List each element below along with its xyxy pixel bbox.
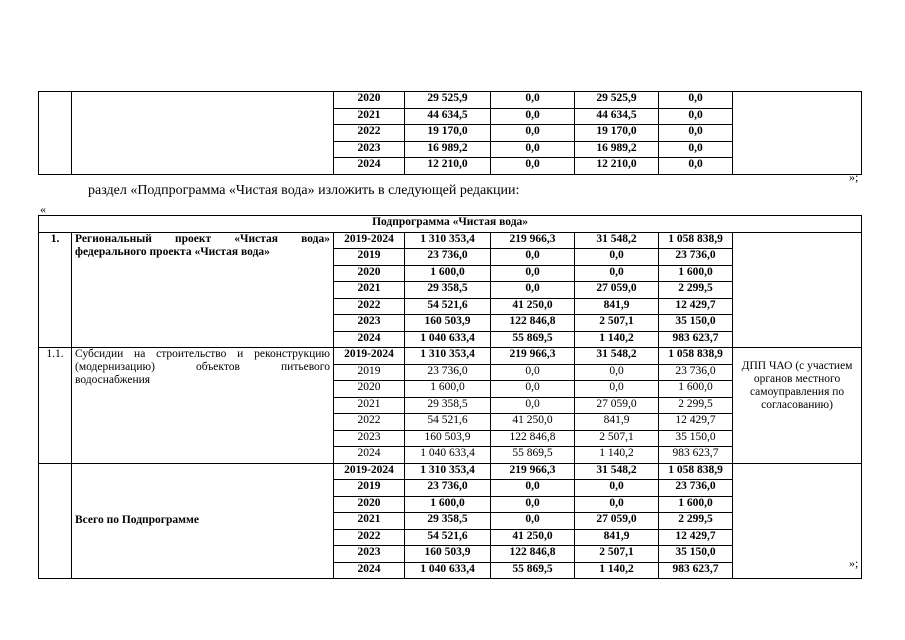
total-cell: 1 310 353,4: [405, 232, 491, 249]
year-cell: 2019-2024: [334, 232, 405, 249]
total-cell: 1 600,0: [405, 381, 491, 398]
top-table: [38, 91, 862, 175]
col-c-cell: 983 623,7: [659, 331, 733, 348]
section-executor: [733, 463, 862, 579]
col-b-cell: 0,0: [575, 265, 659, 282]
year-cell: 2020: [334, 265, 405, 282]
total-cell: 160 503,9: [405, 430, 491, 447]
col-c-cell: 2 299,5: [659, 397, 733, 414]
col-a-cell: 122 846,8: [491, 430, 575, 447]
year-cell: 2023: [334, 430, 405, 447]
col-b-cell: 31 548,2: [575, 348, 659, 365]
col-c-cell: 23 736,0: [659, 480, 733, 497]
section-title: Региональный проект «Чистая вода» федерального проекта «Чистая вода»: [72, 232, 334, 348]
col-a-cell: 219 966,3: [491, 463, 575, 480]
col-b-cell: 27 059,0: [575, 513, 659, 530]
table-row: [39, 348, 862, 365]
col-a-cell: 0,0: [491, 397, 575, 414]
year-cell: 2021: [334, 513, 405, 530]
total-cell: 19 170,0: [405, 125, 491, 142]
col-c-cell: 1 600,0: [659, 496, 733, 513]
col-c-cell: 2 299,5: [659, 513, 733, 530]
year-cell: 2024: [334, 158, 405, 175]
col-b-cell: 27 059,0: [575, 397, 659, 414]
col-c-cell: 1 600,0: [659, 265, 733, 282]
col-b-cell: 29 525,9: [575, 92, 659, 109]
col-c-cell: 1 058 838,9: [659, 232, 733, 249]
col-a-cell: 0,0: [491, 158, 575, 175]
col-a-cell: 41 250,0: [491, 529, 575, 546]
col-a-cell: 0,0: [491, 513, 575, 530]
table-row: [39, 92, 862, 109]
col-b-cell: 841,9: [575, 298, 659, 315]
col-b-cell: 0,0: [575, 480, 659, 497]
year-cell: 2022: [334, 298, 405, 315]
col-c-cell: 12 429,7: [659, 298, 733, 315]
col-c-cell: 0,0: [659, 141, 733, 158]
col-a-cell: 219 966,3: [491, 232, 575, 249]
total-cell: 160 503,9: [405, 546, 491, 563]
total-cell: 54 521,6: [405, 529, 491, 546]
col-a-cell: 0,0: [491, 141, 575, 158]
col-b-cell: 2 507,1: [575, 315, 659, 332]
year-cell: 2022: [334, 414, 405, 431]
year-cell: 2021: [334, 108, 405, 125]
col-c-cell: 2 299,5: [659, 282, 733, 299]
total-cell: 1 600,0: [405, 265, 491, 282]
col-b-cell: 841,9: [575, 414, 659, 431]
col-c-cell: 0,0: [659, 125, 733, 142]
total-cell: 1 040 633,4: [405, 562, 491, 579]
intro-text: раздел «Подпрограмма «Чистая вода» изложить в следующей редакции:: [88, 183, 520, 198]
col-b-cell: 841,9: [575, 529, 659, 546]
col-b-cell: 0,0: [575, 364, 659, 381]
section-title: Всего по Подпрограмме: [72, 463, 334, 579]
col-b-cell: 1 140,2: [575, 562, 659, 579]
col-a-cell: 41 250,0: [491, 414, 575, 431]
section-number: 1.1.: [39, 348, 72, 464]
col-b-cell: 0,0: [575, 381, 659, 398]
col-c-cell: 0,0: [659, 158, 733, 175]
total-cell: 23 736,0: [405, 480, 491, 497]
year-cell: 2019: [334, 364, 405, 381]
total-cell: 1 040 633,4: [405, 331, 491, 348]
col-c-cell: 35 150,0: [659, 315, 733, 332]
col-c-cell: 0,0: [659, 108, 733, 125]
col-a-cell: 0,0: [491, 496, 575, 513]
col-b-cell: 31 548,2: [575, 232, 659, 249]
col-b-cell: 19 170,0: [575, 125, 659, 142]
col-a-cell: 0,0: [491, 364, 575, 381]
col-c-cell: 23 736,0: [659, 249, 733, 266]
col-a-cell: 41 250,0: [491, 298, 575, 315]
col-c-cell: 983 623,7: [659, 447, 733, 464]
year-cell: 2024: [334, 562, 405, 579]
col-b-cell: 1 140,2: [575, 331, 659, 348]
col-c-cell: 12 429,7: [659, 414, 733, 431]
section-number: [39, 463, 72, 579]
close-quote-2: »;: [849, 556, 859, 570]
year-cell: 2021: [334, 282, 405, 299]
section-number: 1.: [39, 232, 72, 348]
total-cell: 1 040 633,4: [405, 447, 491, 464]
col-c-cell: 35 150,0: [659, 430, 733, 447]
year-cell: 2022: [334, 529, 405, 546]
year-cell: 2019-2024: [334, 348, 405, 365]
total-cell: 29 358,5: [405, 397, 491, 414]
executor-cell: [733, 92, 862, 175]
year-cell: 2023: [334, 141, 405, 158]
year-cell: 2024: [334, 331, 405, 348]
total-cell: 160 503,9: [405, 315, 491, 332]
col-b-cell: 16 989,2: [575, 141, 659, 158]
total-cell: 44 634,5: [405, 108, 491, 125]
year-cell: 2019: [334, 480, 405, 497]
col-a-cell: 0,0: [491, 282, 575, 299]
total-cell: 1 310 353,4: [405, 463, 491, 480]
col-c-cell: 1 600,0: [659, 381, 733, 398]
num-cell: [39, 92, 72, 175]
section-title: Субсидии на строительство и реконструкцию (модернизацию) объектов питьевого водоснабжения: [72, 348, 334, 464]
total-cell: 29 358,5: [405, 282, 491, 299]
total-cell: 1 600,0: [405, 496, 491, 513]
col-c-cell: 23 736,0: [659, 364, 733, 381]
col-a-cell: 55 869,5: [491, 447, 575, 464]
col-b-cell: 2 507,1: [575, 546, 659, 563]
year-cell: 2019: [334, 249, 405, 266]
title-cell: [72, 92, 334, 175]
col-a-cell: 122 846,8: [491, 546, 575, 563]
year-cell: 2020: [334, 92, 405, 109]
col-a-cell: 0,0: [491, 249, 575, 266]
total-cell: 23 736,0: [405, 249, 491, 266]
col-a-cell: 0,0: [491, 125, 575, 142]
open-quote: «: [40, 202, 46, 216]
col-b-cell: 12 210,0: [575, 158, 659, 175]
col-c-cell: 35 150,0: [659, 546, 733, 563]
col-b-cell: 31 548,2: [575, 463, 659, 480]
year-cell: 2024: [334, 447, 405, 464]
total-cell: 29 358,5: [405, 513, 491, 530]
col-b-cell: 2 507,1: [575, 430, 659, 447]
col-a-cell: 0,0: [491, 480, 575, 497]
total-cell: 16 989,2: [405, 141, 491, 158]
col-c-cell: 983 623,7: [659, 562, 733, 579]
col-c-cell: 12 429,7: [659, 529, 733, 546]
col-b-cell: 1 140,2: [575, 447, 659, 464]
year-cell: 2023: [334, 546, 405, 563]
col-a-cell: 55 869,5: [491, 562, 575, 579]
col-c-cell: 1 058 838,9: [659, 463, 733, 480]
year-cell: 2023: [334, 315, 405, 332]
total-cell: 29 525,9: [405, 92, 491, 109]
col-b-cell: 44 634,5: [575, 108, 659, 125]
section-executor: ДПП ЧАО (с участием органов местного самоуправления по согласованию): [733, 348, 862, 464]
total-cell: 23 736,0: [405, 364, 491, 381]
total-cell: 54 521,6: [405, 298, 491, 315]
col-c-cell: 1 058 838,9: [659, 348, 733, 365]
year-cell: 2022: [334, 125, 405, 142]
year-cell: 2021: [334, 397, 405, 414]
col-b-cell: 0,0: [575, 496, 659, 513]
table-header: Подпрограмма «Чистая вода»: [39, 216, 862, 233]
section-executor: [733, 232, 862, 348]
col-b-cell: 0,0: [575, 249, 659, 266]
col-a-cell: 0,0: [491, 381, 575, 398]
col-a-cell: 122 846,8: [491, 315, 575, 332]
total-cell: 54 521,6: [405, 414, 491, 431]
main-table: [38, 215, 862, 579]
col-b-cell: 27 059,0: [575, 282, 659, 299]
col-a-cell: 219 966,3: [491, 348, 575, 365]
col-a-cell: 0,0: [491, 108, 575, 125]
year-cell: 2020: [334, 496, 405, 513]
col-a-cell: 0,0: [491, 92, 575, 109]
year-cell: 2020: [334, 381, 405, 398]
col-a-cell: 0,0: [491, 265, 575, 282]
total-cell: 1 310 353,4: [405, 348, 491, 365]
total-cell: 12 210,0: [405, 158, 491, 175]
close-quote-1: »;: [849, 170, 859, 184]
table-row: [39, 463, 862, 480]
col-c-cell: 0,0: [659, 92, 733, 109]
year-cell: 2019-2024: [334, 463, 405, 480]
col-a-cell: 55 869,5: [491, 331, 575, 348]
table-row: [39, 232, 862, 249]
